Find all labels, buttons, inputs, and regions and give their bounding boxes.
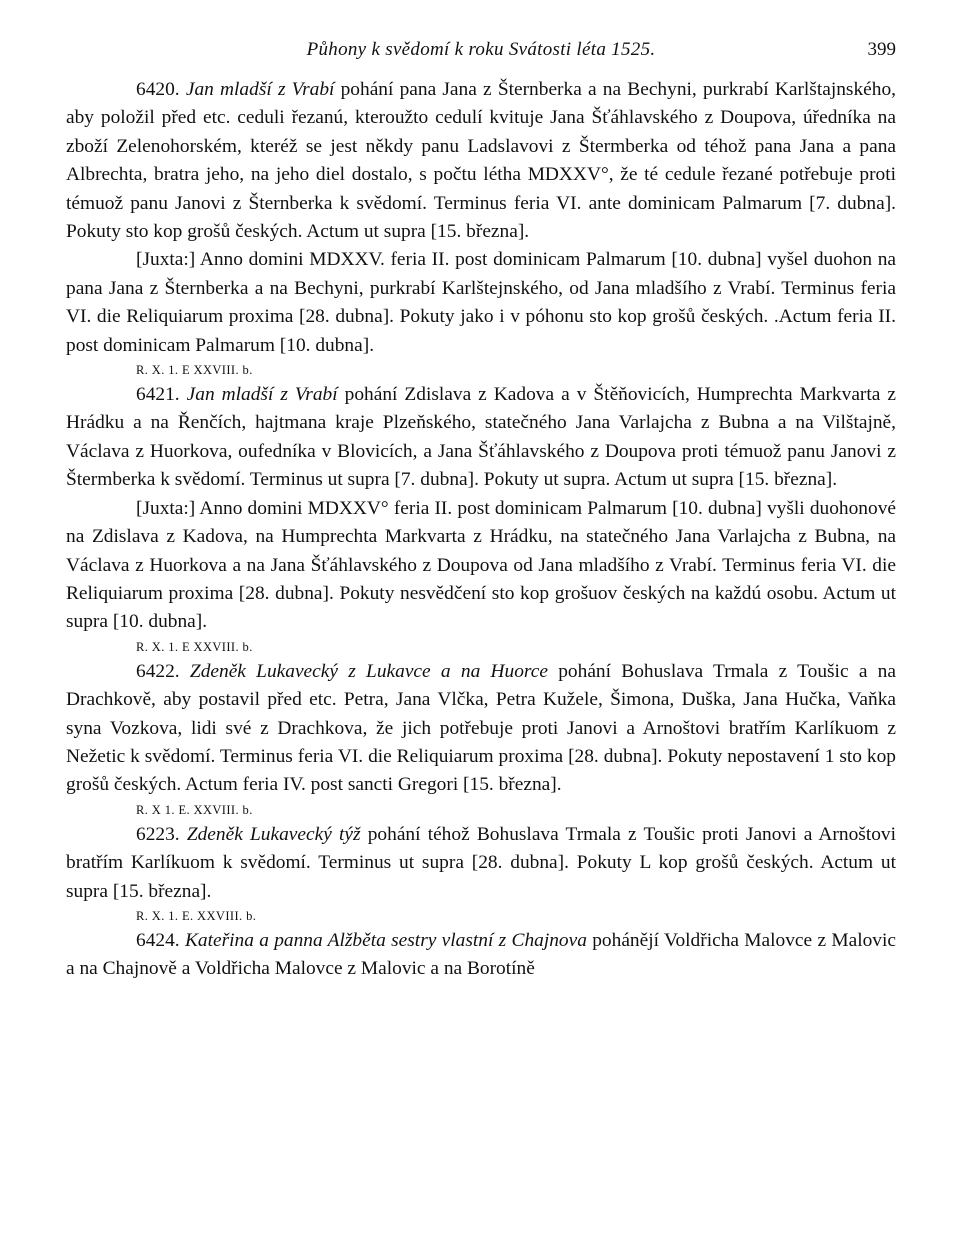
entry-number: 6421. [136,384,180,406]
entry-text: pohání pana Jana z Šternberka a na Bechyni, purkrabí Karlštajnského, aby položil před etc. ceduli řezanú, kteroužto cedulí kvituje Jana Šťáhlavského z Doupova, úředníka na zboží Zelenohorském, kteréž se jest někdy panu Ladslavovi z Štermberka od téhož pana Jana a pana Albrechta, bratra jeho, na jeho diel dostalo, s počtu létha MDXXV°, že té cedule řezané potřebuje proti témuož panu Janovi z Šternberka k svědomí. Terminus feria VI. ante dominicam Palmarum [7. dubna]. Pokuty sto kop grošů českých. Actum ut supra [15. března]. [66,79,896,243]
page-header [66,36,896,66]
entry-continuation: [Juxta:] Anno domini MDXXV° feria II. post dominicam Palmarum [10. dubna] vyšli duohonové na Zdislava z Kadova, na Humprechta Markvarta z Hrádku, na statečného Jana Varlajcha z Bubna, na Václava z Huorkova a na Jana Šťáhlavského z Doupova od Jana mladšího z Vrabí. Terminus feria VI. die Reliquiarum proxima [28. dubna]. Pokuty nesvědčení sto kop grošuov českých na každú osobu. Actum ut supra [10. dubna]. [66,497,896,633]
entry-6422 [66,658,896,800]
archive-signature: R. X. 1. E XXVIII. b. [136,639,253,654]
entry-6424 [66,927,896,984]
entry-text: pohání Bohuslava Trmala z Toušic a na Drachkově, aby postavil před etc. Petra, Jana Vlčka, Petra Kužele, Šimona, Duška, Jana Hučka, Vaňka syna Vozkova, lidi své z Drachkova, že jich potřebuje proti Janovi a Arnoštovi bratřím Karlíkuom z Nežetic k svědomí. Terminus feria VI. die Reliquiarum proxima [28. dubna]. Pokuty nepostavení 1 sto kop grošů českých. Actum feria IV. post sancti Gregori [15. března]. [66,660,896,796]
running-title: Půhony k svědomí k roku Svátosti léta 1525. [306,39,656,60]
entry-6223 [66,821,896,906]
entry-party: Kateřina a panna Alžběta sestry vlastní z Chajnova [184,929,587,951]
entry-6420 [66,76,896,246]
entry-number: 6424. [136,929,180,951]
archive-signature: R. X 1. E. XXVIII. b. [136,802,253,817]
archive-signature: R. X. 1. E. XXVIII. b. [136,908,257,923]
entry-number: 6420. [136,79,180,100]
page-number: 399 [867,39,896,60]
archive-signature: R. X. 1. E XXVIII. b. [136,363,253,378]
entry-party: Zdeněk Lukavecký z Lukavce a na Huorce [189,660,548,682]
entry-continuation: [Juxta:] Anno domini MDXXV. feria II. post dominicam Palmarum [10. dubna] vyšel duohon na pana Jana z Šternberka a na Bechyni, purkrabí Karlštejnského, od Jana mladšího z Vrabí. Terminus feria VI. die Reliquiarum proxima [28. dubna]. Pokuty jako i v póhonu sto kop grošů českých. .Actum feria II. post dominicam Palmarum [10. dubna]. [66,249,896,356]
entry-text: pohánějí Voldřicha Malovce z Malovic a na Chajnově a Voldřicha Malovce z Malovic a na Borotíně [66,929,896,980]
entry-party: Zdeněk Lukavecký týž [186,823,361,845]
entry-party: Jan mladší z Vrabí [185,79,335,100]
entry-number: 6223. [136,823,180,845]
entry-text: pohání téhož Bohuslava Trmala z Toušic proti Janovi a Arnoštovi bratřím Karlíkuom k svědomí. Terminus ut supra [28. dubna]. Pokuty L kop grošů českých. Actum ut supra [15. března]. [66,823,896,902]
entry-number: 6422. [136,660,180,682]
entry-text: pohání Zdislava z Kadova a v Štěňovicích, Humprechta Markvarta z Hrádku a na Řenčích, hajtmana kraje Plzeňského, statečného Jana Varlajcha z Bubna a na Vilštajně, Václava z Huorkova, oufedníka v Blovicích, a Jana Šťáhlavského z Doupova proti témuož panu Janovi z Štermberka k svědomí. Terminus ut supra [7. dubna]. Pokuty ut supra. Actum ut supra [15. března]. [66,384,896,491]
entry-6421 [66,381,896,495]
entry-party: Jan mladší z Vrabí [186,384,338,406]
